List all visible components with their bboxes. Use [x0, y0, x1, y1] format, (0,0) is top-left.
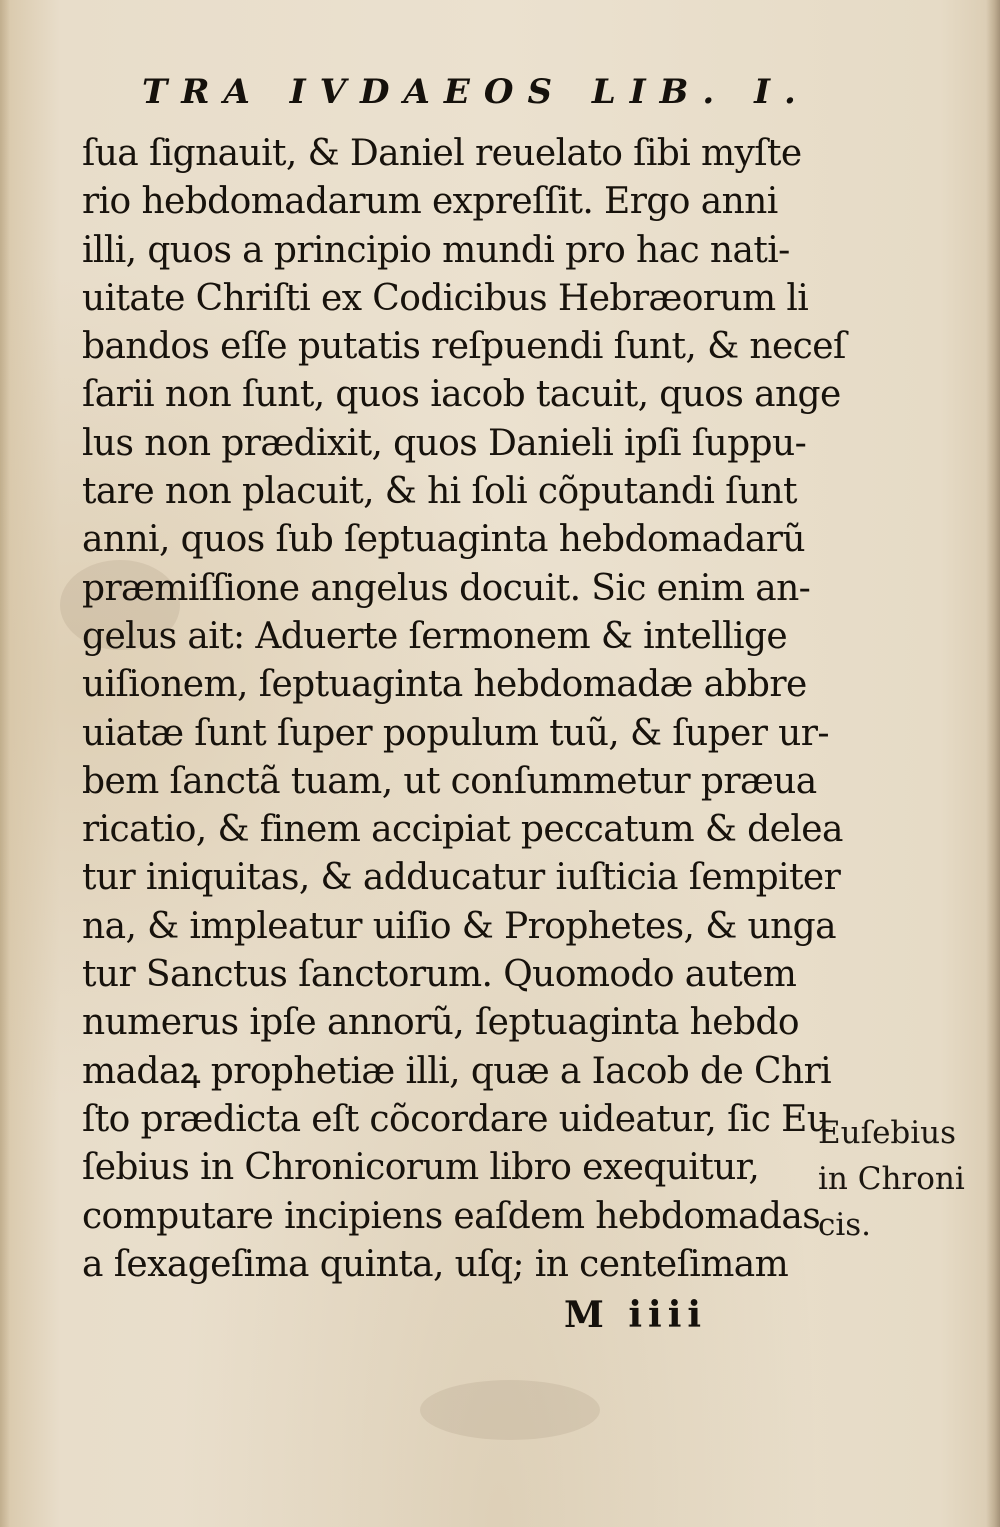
text-line: ſua ſignauit, & Daniel reuelato ſibi myſte — [82, 133, 802, 174]
text-line: bandos eſſe putatis reſpuendi ſunt, & neceſ — [82, 326, 846, 368]
text-line: gelus ait: Aduerte ſermonem & intellige — [82, 615, 788, 657]
page-edge-shadow — [986, 0, 1000, 1527]
text-line: rio hebdomadarum expreſſit. Ergo anni — [82, 181, 778, 223]
text-line: ſarii non ſunt, quos iacob tacuit, quos ange — [82, 374, 841, 416]
text-line: tur Sanctus ſanctorum. Quomodo autem — [82, 954, 797, 996]
text-line: ſebius in Chronicorum libro exequitur, — [82, 1147, 760, 1189]
margin-note-line: Euſebius — [818, 1115, 957, 1151]
margin-note-line: cis. — [818, 1207, 872, 1243]
paper-stain — [420, 1380, 600, 1440]
text-line: ſto prædicta eſt cõcordare uideatur, ſic Eu — [82, 1098, 830, 1140]
text-line: a ſexageſima quinta, uſq; in centeſimam — [82, 1243, 789, 1285]
page-gutter-shadow — [0, 0, 10, 1527]
text-line: na, & impleatur uiſio & Prophetes, & unga — [82, 905, 836, 947]
text-line: uitate Chriſti ex Codicibus Hebræorum li — [82, 277, 809, 319]
text-line: ricatio, & finem accipiat peccatum & delea — [82, 809, 843, 851]
text-line: anni, quos ſub ſeptuaginta hebdomadarũ — [82, 519, 805, 561]
margin-note-line: in Chroni — [818, 1161, 965, 1197]
text-line: præmiſſione angelus docuit. Sic enim an- — [82, 567, 811, 609]
text-line: illi, quos a principio mundi pro hac nati- — [82, 229, 790, 271]
text-line: tare non placuit, & hi ſoli cõputandi ſunt — [82, 471, 797, 513]
text-line: madaꝝ prophetiæ illi, quæ a Iacob de Chri — [82, 1050, 832, 1092]
text-line: tur iniquitas, & adducatur iuſticia ſempiter — [82, 857, 841, 899]
text-line: bem ſanctã tuam, ut conſummetur præua — [82, 760, 817, 802]
text-line: numerus ipſe annorũ, ſeptuaginta hebdo — [82, 1002, 799, 1044]
text-line: computare incipiens eaſdem hebdomadas — [82, 1195, 821, 1237]
signature-mark: M iiii — [564, 1294, 708, 1336]
running-head: TRA IVDAEOS LIB. I. — [142, 72, 810, 112]
text-line: uiatæ ſunt ſuper populum tuũ, & ſuper ur- — [82, 712, 829, 754]
margin-note — [818, 1110, 994, 1248]
text-line: lus non prædixit, quos Danieli ipſi ſuppu- — [82, 422, 807, 464]
text-line: uiſionem, ſeptuaginta hebdomadæ abbre — [82, 664, 807, 706]
